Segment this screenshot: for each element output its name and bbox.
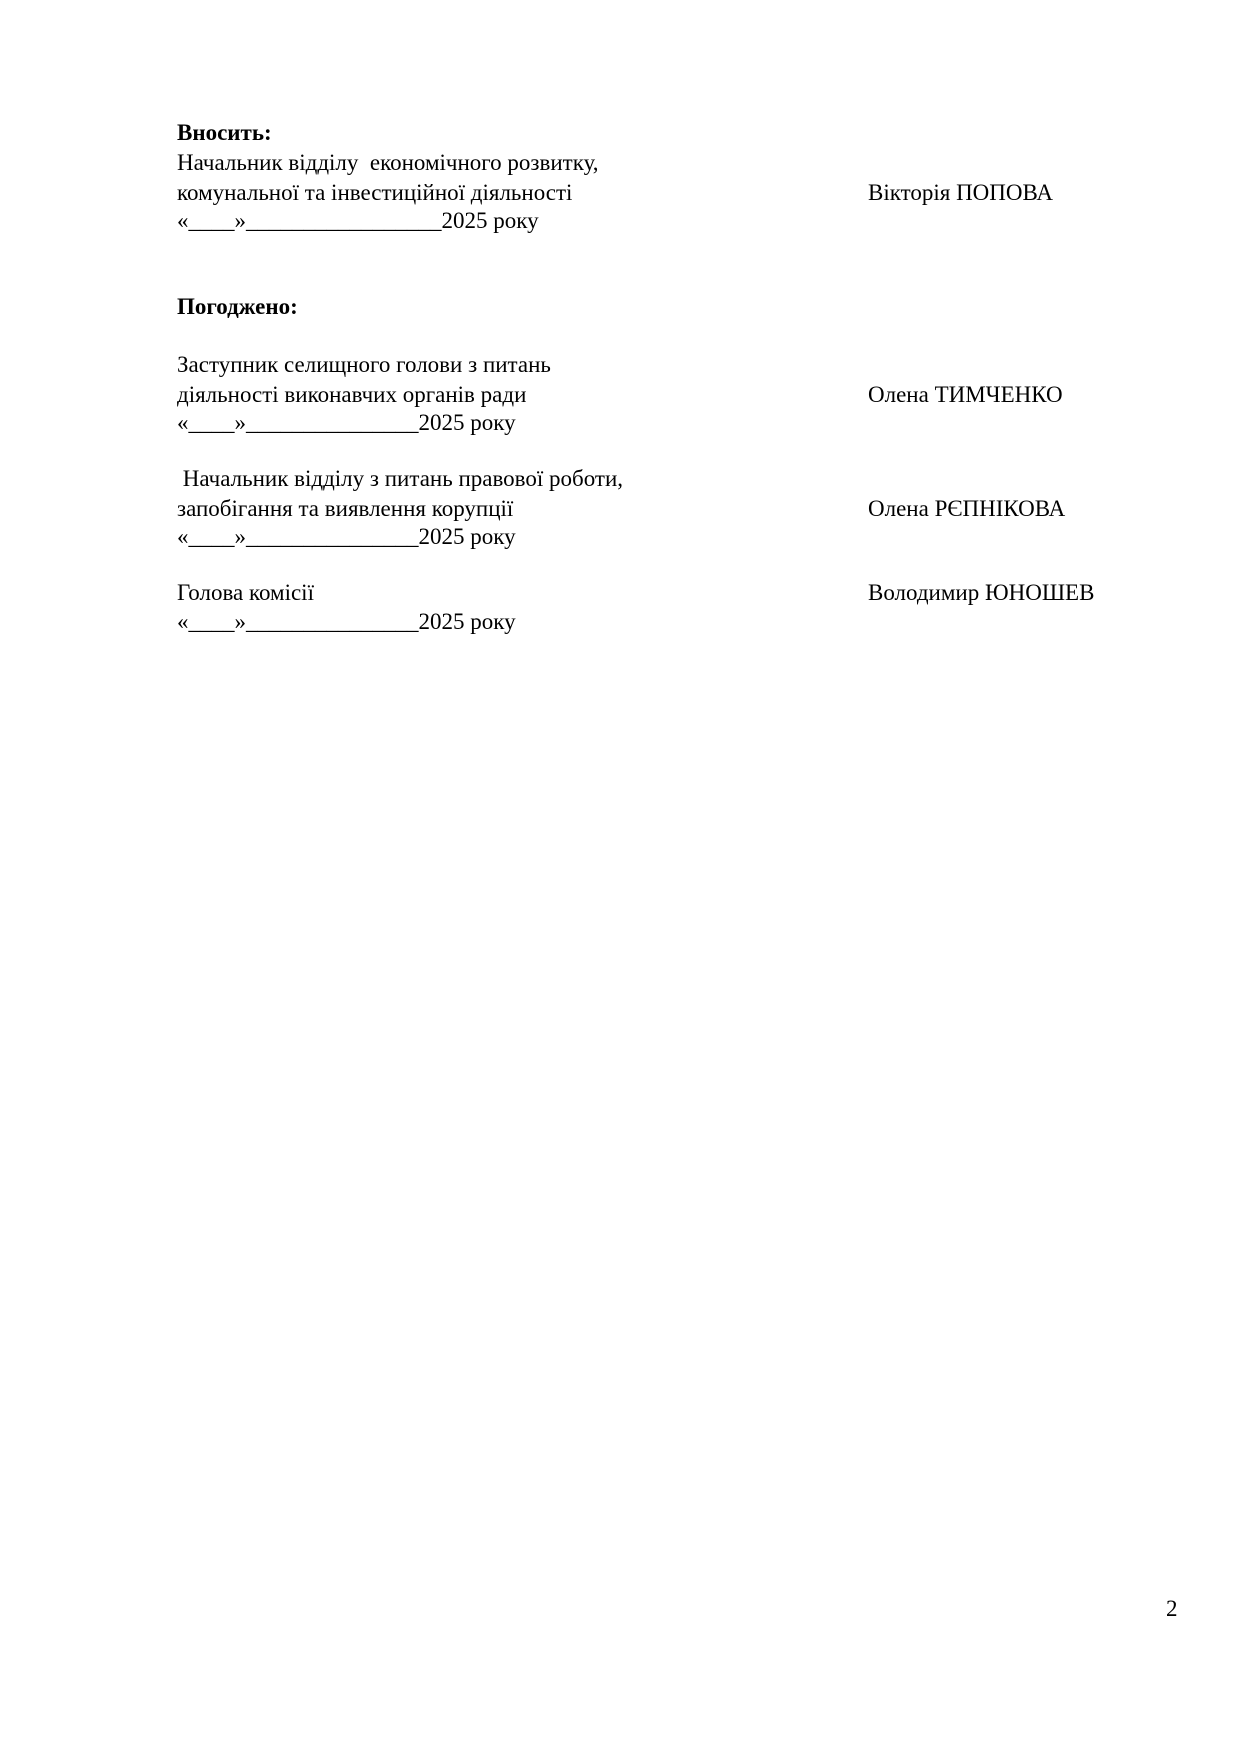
signatory-3-position-line-1: Голова комісії: [177, 580, 314, 605]
signatory-3-name: Володимир ЮНОШЕВ: [868, 580, 1095, 605]
signatory-3-date-line: «____»_______________2025 року: [177, 609, 516, 634]
page-number: 2: [1166, 1596, 1178, 1621]
signatory-2-date-line: «____»_______________2025 року: [177, 524, 516, 549]
submitted-position-line-2: комунальної та інвестиційної діяльності: [177, 180, 573, 205]
signatory-1-name: Олена ТИМЧЕНКО: [868, 382, 1063, 407]
signatory-1-date-line: «____»_______________2025 року: [177, 410, 516, 435]
submitted-heading: Вносить:: [177, 120, 272, 145]
signatory-2-position-line-1: Начальник відділу з питань правової роботи,: [177, 466, 624, 491]
submitted-position-line-1: Начальник відділу економічного розвитку,: [177, 150, 599, 175]
signatory-1-position-line-1: Заступник селищного голови з питань: [177, 352, 551, 377]
signatory-2-position-line-2: запобігання та виявлення корупції: [177, 496, 514, 521]
submitted-name: Вікторія ПОПОВА: [868, 180, 1054, 205]
signatory-2-name: Олена РЄПНІКОВА: [868, 496, 1066, 521]
approved-heading: Погоджено:: [177, 294, 298, 319]
submitted-date-line: «____»_________________2025 року: [177, 208, 539, 233]
signatory-1-position-line-2: діяльності виконавчих органів ради: [177, 382, 527, 407]
